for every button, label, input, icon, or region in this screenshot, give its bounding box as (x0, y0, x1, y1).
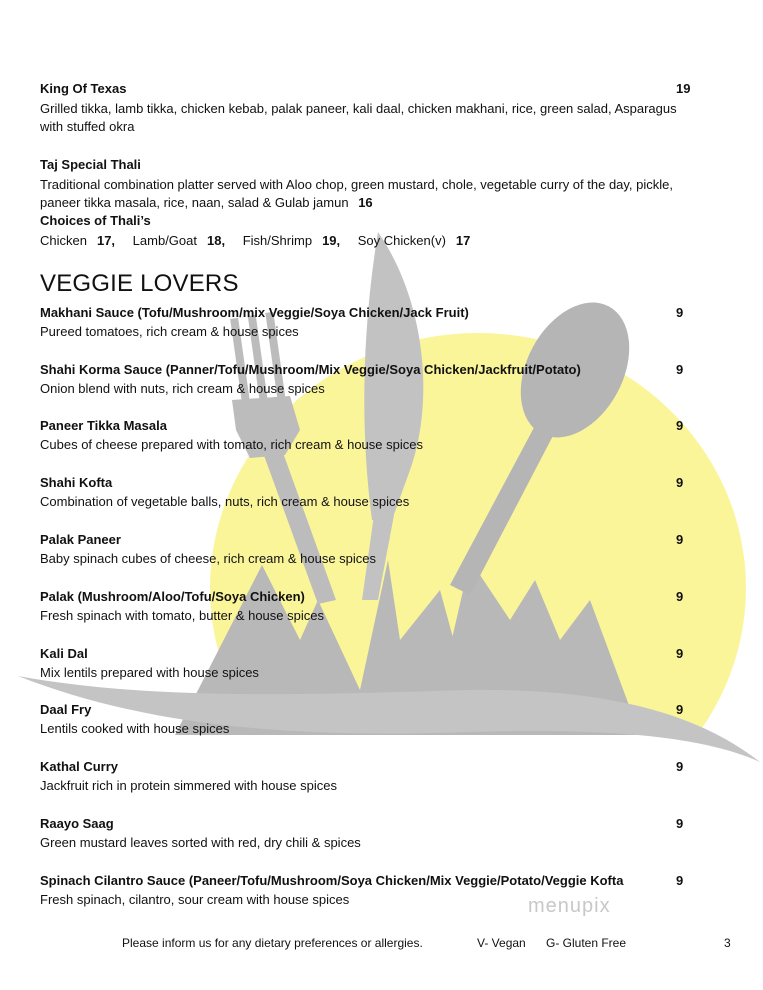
item-price-taj-special-thali: 16 (358, 195, 373, 210)
thali-choice-label: Soy Chicken(v) (357, 233, 446, 248)
thali-choice (40, 233, 115, 248)
veggie-item-description: Fresh spinach, cilantro, sour cream with house spices (40, 892, 350, 907)
footer-vegan-legend: V- Vegan (477, 936, 526, 950)
thali-choice (243, 233, 340, 248)
menupix-watermark-text: menupix (528, 895, 611, 917)
item-name-taj-special-thali: Taj Special Thali (40, 157, 141, 172)
footer-dietary-note: Please inform us for any dietary preferences or allergies. (122, 936, 423, 950)
veggie-item-name: Raayo Saag (40, 816, 114, 831)
item-description-line: Traditional combination platter served with Aloo chop, green mustard, chole, vegetable curry of the day, pickle, (40, 177, 674, 192)
item-price-king-of-texas: 19 (676, 81, 691, 96)
thali-choice-label: Chicken (40, 233, 87, 248)
item-description-line: Grilled tikka, lamb tikka, chicken kebab, palak paneer, kali daal, chicken makhani, rice, green salad, Asparagus (40, 101, 677, 116)
thali-choice-price: 19, (322, 233, 341, 248)
veggie-item-description: Pureed tomatoes, rich cream & house spices (40, 324, 299, 339)
veggie-item-description: Onion blend with nuts, rich cream & house spices (40, 381, 325, 396)
thali-choice (358, 233, 471, 248)
veggie-item-name: Shahi Kofta (40, 475, 113, 490)
section-title-veggie-lovers: VEGGIE LOVERS (40, 270, 239, 297)
veggie-item-price: 9 (676, 475, 684, 490)
veggie-item-description: Fresh spinach with tomato, butter & house spices (40, 608, 324, 623)
veggie-item-description: Jackfruit rich in protein simmered with house spices (40, 778, 337, 793)
item-description-line (40, 194, 373, 212)
veggie-item-name: Shahi Korma Sauce (Panner/Tofu/Mushroom/Mix Veggie/Soya Chicken/Jackfruit/Potato) (40, 362, 581, 377)
veggie-item-price: 9 (676, 305, 684, 320)
item-description-text: paneer tikka masala, rice, naan, salad & Gulab jamun (40, 195, 349, 210)
veggie-item-price: 9 (676, 418, 684, 433)
veggie-item-name: Daal Fry (40, 702, 92, 717)
thali-choice-price: 18, (207, 233, 226, 248)
thali-choice-price: 17, (96, 233, 116, 248)
veggie-item-description: Baby spinach cubes of cheese, rich cream & house spices (40, 551, 377, 566)
footer-gluten-free-legend: G- Gluten Free (546, 936, 627, 950)
veggie-item-price: 9 (676, 816, 684, 831)
veggie-item-name: Makhani Sauce (Tofu/Mushroom/mix Veggie/Soya Chicken/Jack Fruit) (40, 305, 469, 320)
page-number: 3 (724, 936, 731, 950)
veggie-item-name: Spinach Cilantro Sauce (Paneer/Tofu/Mushroom/Soya Chicken/Mix Veggie/Potato/Veggie Kofta (40, 873, 624, 888)
veggie-item-name: Kathal Curry (40, 759, 119, 774)
thali-choices-title: Choices of Thali’s (40, 213, 151, 228)
thali-choices-list (40, 233, 484, 248)
veggie-item-name: Palak (Mushroom/Aloo/Tofu/Soya Chicken) (40, 589, 305, 604)
veggie-item-name: Paneer Tikka Masala (40, 418, 167, 433)
thali-choice-price: 17 (455, 233, 471, 248)
veggie-item-description: Mix lentils prepared with house spices (40, 665, 259, 680)
veggie-item-price: 9 (676, 589, 684, 604)
thali-choice-label: Lamb/Goat (132, 233, 197, 248)
veggie-item-price: 9 (676, 362, 684, 377)
item-name-king-of-texas: King Of Texas (40, 81, 127, 96)
veggie-item-price: 9 (676, 759, 684, 774)
veggie-item-description: Cubes of cheese prepared with tomato, rich cream & house spices (40, 437, 423, 452)
item-description-line: with stuffed okra (40, 119, 135, 134)
veggie-item-name: Kali Dal (40, 646, 88, 661)
veggie-item-price: 9 (676, 702, 684, 717)
veggie-item-description: Lentils cooked with house spices (40, 721, 230, 736)
thali-choice-label: Fish/Shrimp (242, 233, 313, 248)
veggie-item-name: Palak Paneer (40, 532, 121, 547)
veggie-item-price: 9 (676, 646, 684, 661)
veggie-item-description: Combination of vegetable balls, nuts, rich cream & house spices (40, 494, 410, 509)
veggie-item-price: 9 (676, 532, 684, 547)
thali-choice (133, 233, 225, 248)
veggie-item-price: 9 (676, 873, 684, 888)
veggie-item-description: Green mustard leaves sorted with red, dry chili & spices (40, 835, 361, 850)
